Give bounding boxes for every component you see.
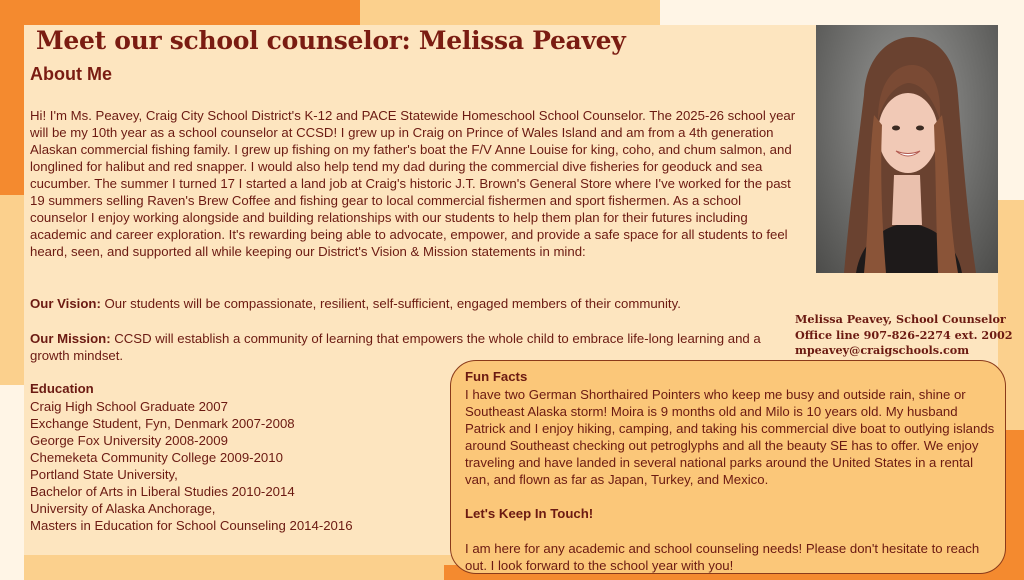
about-body: Hi! I'm Ms. Peavey, Craig City School District's K-12 and PACE Statewide Homeschool School Counselor. The 2025-26 school year will be my 10th year as a school counselor at CCSD! I grew up in Craig on Prince of Wales Island and am from a 4th generation Alaskan commercial fishing family. I grew up fishing on my father's boat the F/V Anne Louise for king, coho, and chum salmon, and longlined for halibut and red snapper. I would also help tend my dad during the commercial dive fisheries for geoduck and sea cucumber. The summer I turned 17 I started a land job at Craig's historic J.T. Brown's General Store where I've worked for the past 19 summers selling Raven's Brew Coffee and fishing gear to local commercial fishermen and sport fishermen. As a school counselor I enjoy working alongside and building relationships with our students to help them plan for their futures including academic and career exploration. It's rewarding being able to advocate, empower, and provide a safe space for all students to feel heard, seen, and supported all while keeping our District's Vision & Mission statements in mind: bbox=[30, 108, 796, 259]
vision-text: Our students will be compassionate, resilient, self-sufficient, engaged members of their community. bbox=[100, 296, 681, 311]
bg-block-orange-top bbox=[0, 0, 360, 25]
portrait-caption bbox=[795, 312, 1013, 359]
mission-statement bbox=[30, 330, 800, 364]
page-title: Meet our school counselor: Melissa Peavey bbox=[36, 26, 626, 55]
bg-block-peach-left bbox=[0, 195, 24, 385]
education-item: Craig High School Graduate 2007 bbox=[30, 399, 228, 414]
bg-block-peach-top bbox=[360, 0, 660, 25]
bg-block-cream-right bbox=[998, 25, 1024, 200]
education-list bbox=[30, 398, 353, 534]
mission-text: CCSD will establish a community of learning that empowers the whole child to embrace life-long learning and a growth mindset. bbox=[30, 331, 761, 363]
bg-block-cream-top bbox=[660, 0, 1024, 25]
education-item: Portland State University, bbox=[30, 467, 178, 482]
education-item: University of Alaska Anchorage, bbox=[30, 501, 216, 516]
vision-label: Our Vision: bbox=[30, 296, 101, 311]
caption-name: Melissa Peavey, School Counselor bbox=[795, 312, 1006, 326]
about-heading: About Me bbox=[30, 64, 112, 84]
education-item: George Fox University 2008-2009 bbox=[30, 433, 228, 448]
education-item: Exchange Student, Fyn, Denmark 2007-2008 bbox=[30, 416, 295, 431]
bg-block-cream-left bbox=[0, 385, 24, 580]
fun-facts-heading: Fun Facts bbox=[465, 369, 528, 384]
mission-label: Our Mission: bbox=[30, 331, 111, 346]
portrait-illustration bbox=[816, 25, 998, 273]
education-item: Bachelor of Arts in Liberal Studies 2010-2014 bbox=[30, 484, 295, 499]
education-item: Masters in Education for School Counseling 2014-2016 bbox=[30, 518, 353, 533]
caption-email: mpeavey@craigschools.com bbox=[795, 343, 970, 357]
counselor-portrait-photo bbox=[816, 25, 998, 273]
education-heading: Education bbox=[30, 381, 94, 396]
caption-office-phone: Office line 907-826-2274 ext. 2002 bbox=[795, 327, 1013, 342]
keep-in-touch-body: I am here for any academic and school counseling needs! Please don't hesitate to reach out. I look forward to the school year with you! bbox=[465, 541, 980, 573]
bg-block-peach-bottom bbox=[24, 555, 444, 580]
education-item: Chemeketa Community College 2009-2010 bbox=[30, 450, 283, 465]
fun-facts-body: I have two German Shorthaired Pointers who keep me busy and outside rain, shine or Southeast Alaska storm! Moira is 9 months old and Milo is 10 years old. My husband Patrick and I enjoy hiking, camping, and taking his commercial dive boat to outlying islands around Southeast checking out petroglyphs and all the beauty SE has to offer. We enjoy traveling and have landed in several national parks around the United States in a rental van, and flown as far as Japan, Turkey, and Mexico. bbox=[465, 387, 995, 487]
bg-block-orange-left bbox=[0, 25, 24, 195]
vision-statement bbox=[30, 295, 800, 312]
keep-in-touch-heading: Let's Keep In Touch! bbox=[465, 506, 594, 521]
